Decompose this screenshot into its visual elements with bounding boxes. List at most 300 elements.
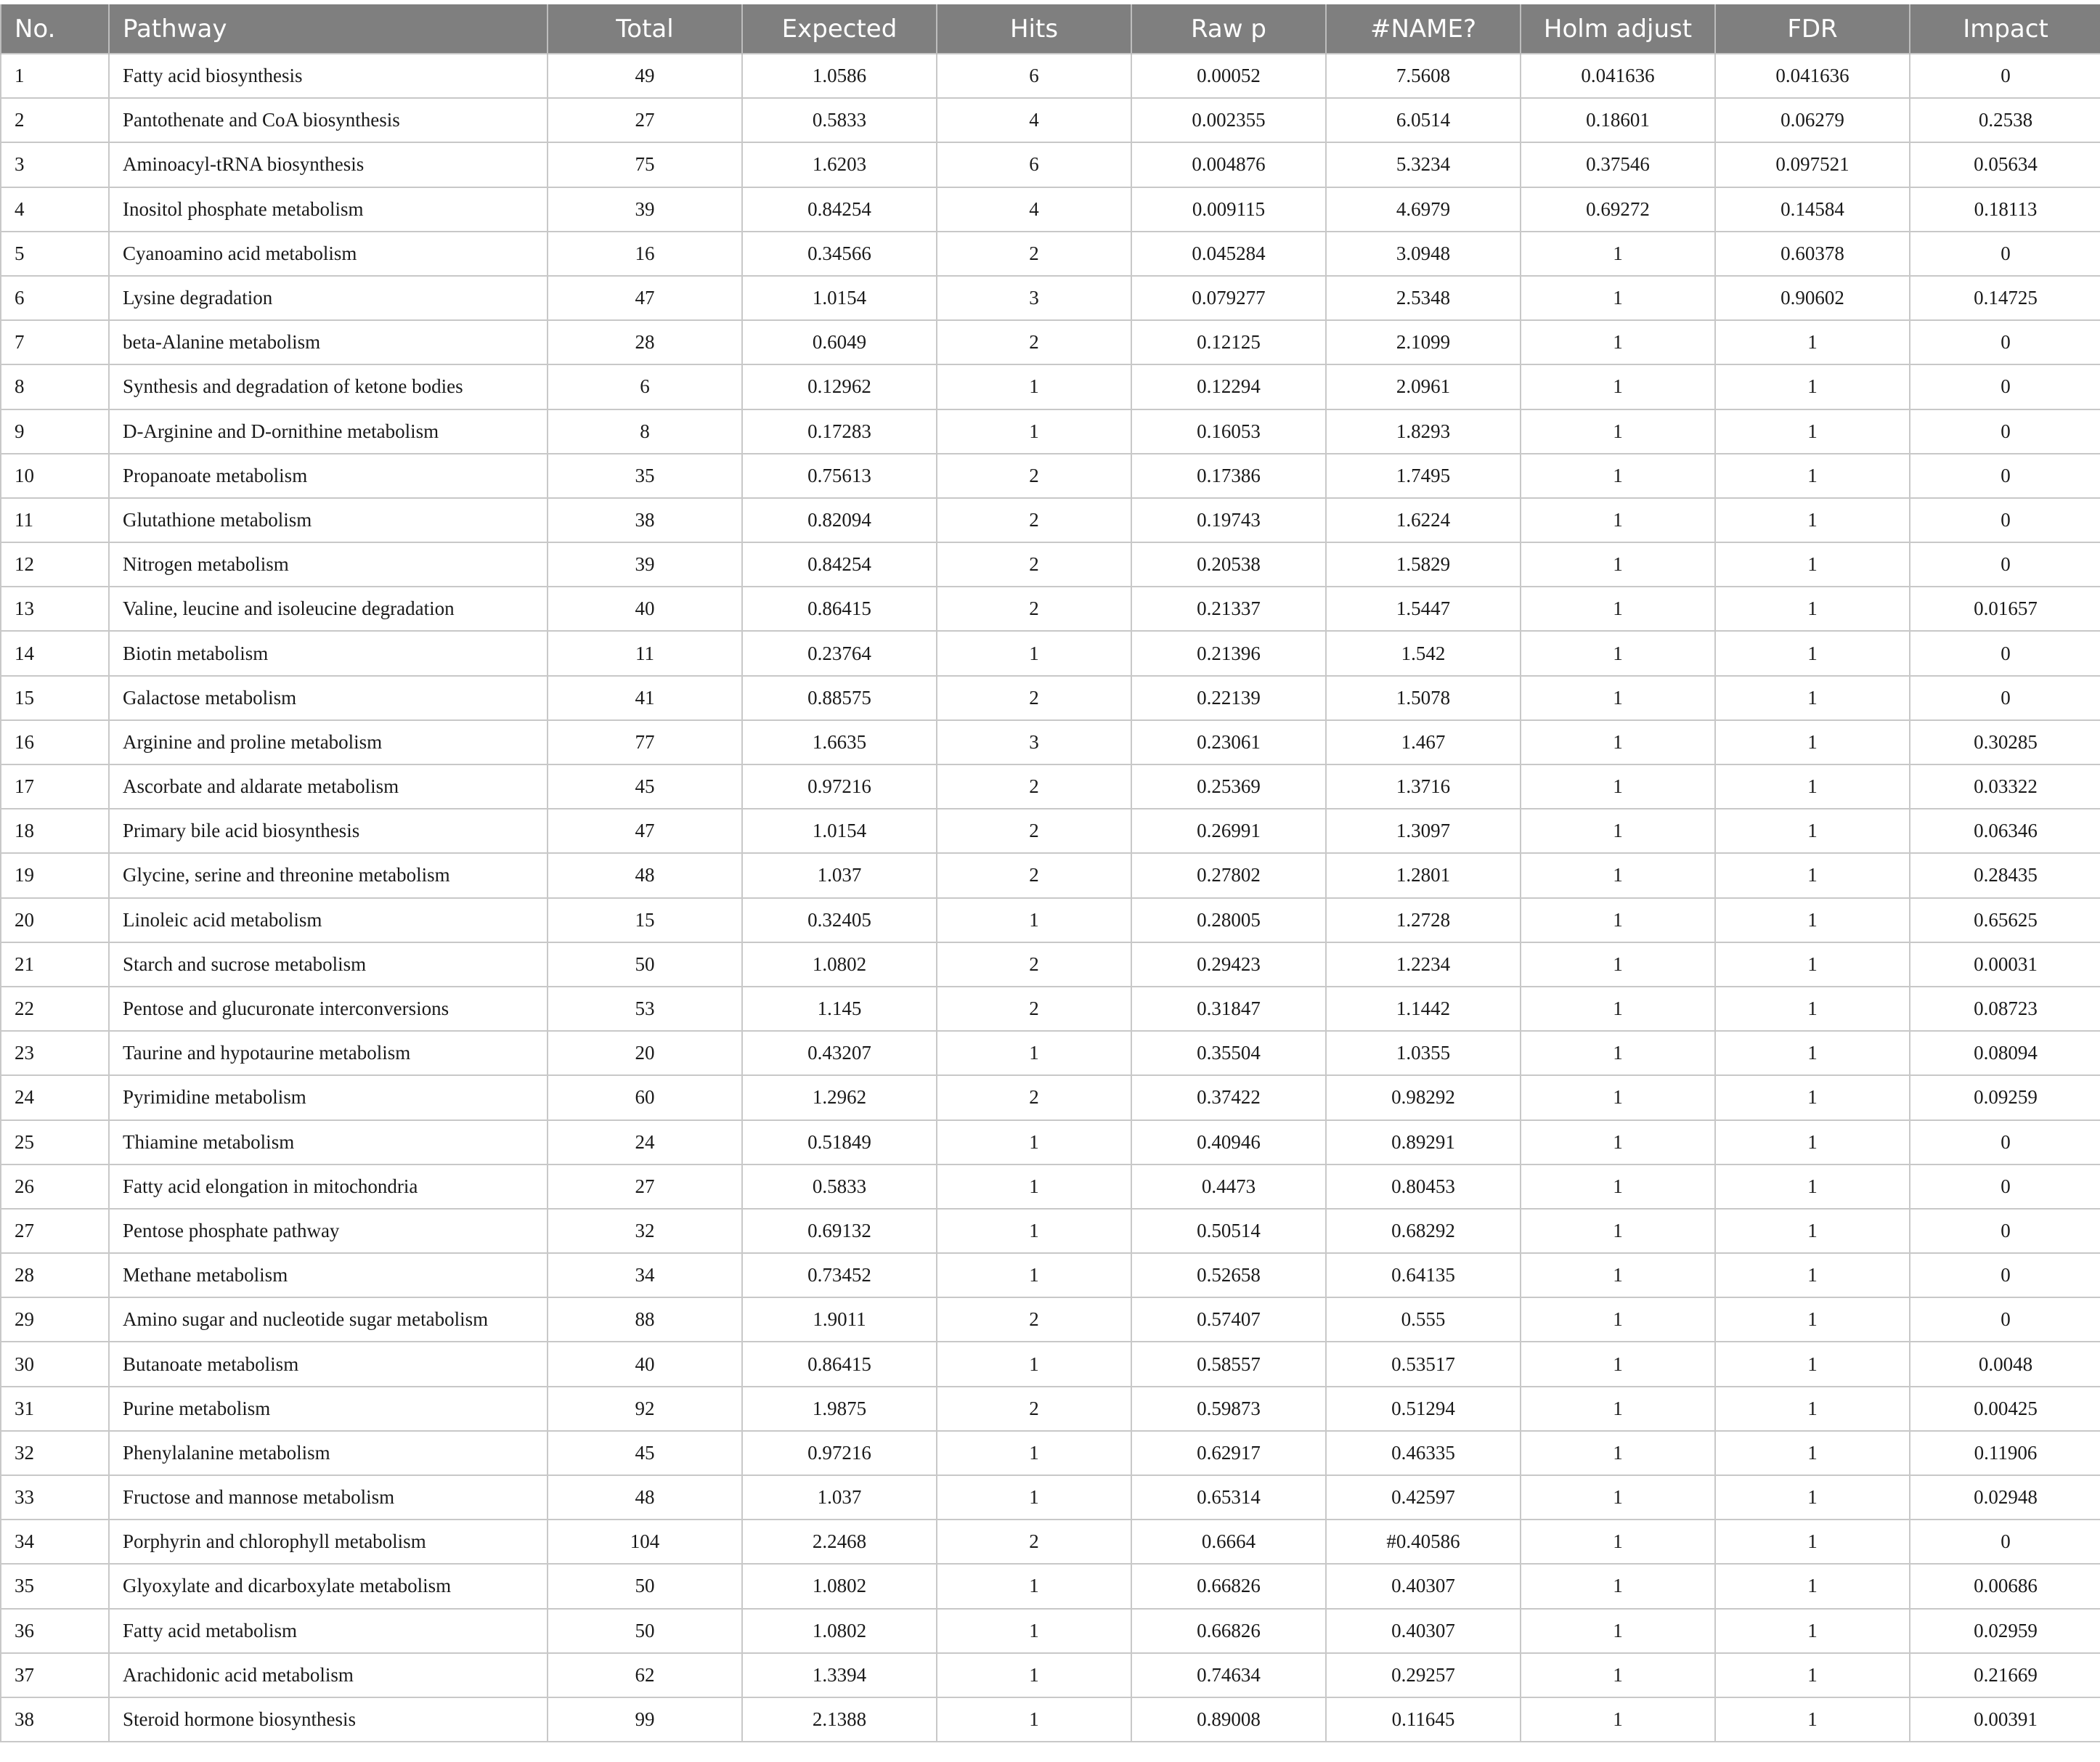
- cell-hits: 1: [937, 409, 1131, 454]
- cell-hits: 2: [937, 542, 1131, 587]
- cell-raw-p: 0.66826: [1131, 1609, 1326, 1653]
- cell-hits: 2: [937, 809, 1131, 853]
- cell-impact: 0: [1910, 631, 2100, 675]
- cell-total: 39: [548, 542, 742, 587]
- cell-no: 18: [1, 809, 109, 853]
- cell-impact: 0: [1910, 542, 2100, 587]
- cell-raw-p: 0.19743: [1131, 498, 1326, 542]
- cell-impact: 0: [1910, 1297, 2100, 1342]
- cell-total: 62: [548, 1653, 742, 1697]
- cell-raw-p: 0.16053: [1131, 409, 1326, 454]
- cell-expected: 0.69132: [742, 1209, 937, 1253]
- cell-hits: 3: [937, 276, 1131, 320]
- cell-impact: 0.09259: [1910, 1075, 2100, 1119]
- cell-hits: 2: [937, 1297, 1131, 1342]
- cell-fdr: 1: [1715, 364, 1910, 409]
- cell-neglog-p: 0.64135: [1326, 1253, 1521, 1297]
- cell-raw-p: 0.6664: [1131, 1520, 1326, 1564]
- cell-fdr: 1: [1715, 1120, 1910, 1165]
- table-row: [1, 232, 2100, 276]
- cell-hits: 1: [937, 1431, 1131, 1475]
- cell-neglog-p: 1.2234: [1326, 942, 1521, 987]
- cell-hits: 2: [937, 764, 1131, 809]
- cell-total: 40: [548, 1342, 742, 1386]
- cell-pathway: Galactose metabolism: [109, 676, 548, 720]
- cell-impact: 0.0048: [1910, 1342, 2100, 1386]
- cell-pathway: Arachidonic acid metabolism: [109, 1653, 548, 1697]
- cell-impact: 0.11906: [1910, 1431, 2100, 1475]
- table-row: [1, 898, 2100, 942]
- cell-raw-p: 0.26991: [1131, 809, 1326, 853]
- cell-holm-adjust: 1: [1521, 1431, 1715, 1475]
- cell-impact: 0: [1910, 498, 2100, 542]
- cell-fdr: 1: [1715, 720, 1910, 764]
- cell-fdr: 1: [1715, 898, 1910, 942]
- cell-raw-p: 0.21337: [1131, 587, 1326, 631]
- cell-pathway: Fructose and mannose metabolism: [109, 1475, 548, 1520]
- cell-impact: 0.65625: [1910, 898, 2100, 942]
- cell-pathway: Pentose and glucuronate interconversions: [109, 987, 548, 1031]
- cell-hits: 1: [937, 1564, 1131, 1608]
- cell-raw-p: 0.57407: [1131, 1297, 1326, 1342]
- cell-hits: 2: [937, 1075, 1131, 1119]
- cell-pathway: Amino sugar and nucleotide sugar metabolism: [109, 1297, 548, 1342]
- cell-pathway: Fatty acid biosynthesis: [109, 54, 548, 98]
- cell-raw-p: 0.079277: [1131, 276, 1326, 320]
- cell-fdr: 1: [1715, 320, 1910, 364]
- table-row: [1, 1520, 2100, 1564]
- cell-no: 21: [1, 942, 109, 987]
- cell-hits: 3: [937, 720, 1131, 764]
- cell-impact: 0.18113: [1910, 187, 2100, 232]
- cell-no: 28: [1, 1253, 109, 1297]
- cell-no: 35: [1, 1564, 109, 1608]
- cell-no: 27: [1, 1209, 109, 1253]
- cell-raw-p: 0.009115: [1131, 187, 1326, 232]
- header-no: No.: [1, 4, 109, 54]
- cell-pathway: Ascorbate and aldarate metabolism: [109, 764, 548, 809]
- cell-pathway: Glycine, serine and threonine metabolism: [109, 853, 548, 897]
- cell-total: 8: [548, 409, 742, 454]
- cell-no: 26: [1, 1165, 109, 1209]
- cell-hits: 2: [937, 987, 1131, 1031]
- cell-raw-p: 0.29423: [1131, 942, 1326, 987]
- cell-raw-p: 0.40946: [1131, 1120, 1326, 1165]
- cell-hits: 2: [937, 498, 1131, 542]
- cell-expected: 1.9875: [742, 1387, 937, 1431]
- cell-hits: 2: [937, 676, 1131, 720]
- cell-total: 50: [548, 942, 742, 987]
- cell-fdr: 1: [1715, 809, 1910, 853]
- cell-holm-adjust: 1: [1521, 232, 1715, 276]
- cell-impact: 0: [1910, 364, 2100, 409]
- cell-holm-adjust: 1: [1521, 764, 1715, 809]
- cell-neglog-p: 1.8293: [1326, 409, 1521, 454]
- cell-raw-p: 0.21396: [1131, 631, 1326, 675]
- cell-no: 14: [1, 631, 109, 675]
- cell-expected: 1.0154: [742, 809, 937, 853]
- cell-no: 11: [1, 498, 109, 542]
- table-row: [1, 631, 2100, 675]
- table-row: [1, 498, 2100, 542]
- cell-no: 20: [1, 898, 109, 942]
- cell-expected: 0.82094: [742, 498, 937, 542]
- cell-hits: 6: [937, 142, 1131, 187]
- cell-no: 4: [1, 187, 109, 232]
- cell-neglog-p: 1.5829: [1326, 542, 1521, 587]
- cell-fdr: 0.06279: [1715, 98, 1910, 142]
- cell-fdr: 1: [1715, 1387, 1910, 1431]
- cell-expected: 1.9011: [742, 1297, 937, 1342]
- cell-hits: 1: [937, 1697, 1131, 1742]
- cell-fdr: 0.097521: [1715, 142, 1910, 187]
- cell-hits: 2: [937, 320, 1131, 364]
- cell-neglog-p: 1.0355: [1326, 1031, 1521, 1075]
- table-row: [1, 364, 2100, 409]
- cell-holm-adjust: 1: [1521, 1297, 1715, 1342]
- cell-total: 28: [548, 320, 742, 364]
- pathway-table-container: [0, 4, 2100, 1742]
- cell-neglog-p: 0.68292: [1326, 1209, 1521, 1253]
- cell-impact: 0: [1910, 409, 2100, 454]
- cell-holm-adjust: 1: [1521, 1120, 1715, 1165]
- cell-fdr: 1: [1715, 987, 1910, 1031]
- table-row: [1, 1297, 2100, 1342]
- cell-holm-adjust: 1: [1521, 1209, 1715, 1253]
- cell-holm-adjust: 1: [1521, 498, 1715, 542]
- header-raw-p: Raw p: [1131, 4, 1326, 54]
- cell-neglog-p: 0.29257: [1326, 1653, 1521, 1697]
- cell-impact: 0.01657: [1910, 587, 2100, 631]
- cell-impact: 0: [1910, 54, 2100, 98]
- cell-pathway: Thiamine metabolism: [109, 1120, 548, 1165]
- table-row: [1, 98, 2100, 142]
- cell-neglog-p: #0.40586: [1326, 1520, 1521, 1564]
- cell-raw-p: 0.045284: [1131, 232, 1326, 276]
- cell-impact: 0.03322: [1910, 764, 2100, 809]
- cell-pathway: D-Arginine and D-ornithine metabolism: [109, 409, 548, 454]
- cell-no: 10: [1, 454, 109, 498]
- cell-fdr: 1: [1715, 542, 1910, 587]
- cell-total: 53: [548, 987, 742, 1031]
- cell-pathway: Valine, leucine and isoleucine degradation: [109, 587, 548, 631]
- cell-pathway: Phenylalanine metabolism: [109, 1431, 548, 1475]
- cell-fdr: 1: [1715, 409, 1910, 454]
- cell-holm-adjust: 1: [1521, 409, 1715, 454]
- cell-no: 16: [1, 720, 109, 764]
- cell-fdr: 1: [1715, 1297, 1910, 1342]
- cell-expected: 0.73452: [742, 1253, 937, 1297]
- cell-no: 29: [1, 1297, 109, 1342]
- table-row: [1, 1609, 2100, 1653]
- cell-total: 11: [548, 631, 742, 675]
- table-body: [1, 54, 2100, 1742]
- cell-total: 39: [548, 187, 742, 232]
- table-row: [1, 942, 2100, 987]
- cell-no: 17: [1, 764, 109, 809]
- header-name-error: #NAME?: [1326, 4, 1521, 54]
- cell-raw-p: 0.28005: [1131, 898, 1326, 942]
- cell-holm-adjust: 1: [1521, 542, 1715, 587]
- cell-holm-adjust: 1: [1521, 1387, 1715, 1431]
- cell-holm-adjust: 1: [1521, 987, 1715, 1031]
- cell-raw-p: 0.25369: [1131, 764, 1326, 809]
- table-row: [1, 987, 2100, 1031]
- cell-fdr: 0.041636: [1715, 54, 1910, 98]
- cell-impact: 0: [1910, 232, 2100, 276]
- table-row: [1, 1697, 2100, 1742]
- cell-holm-adjust: 1: [1521, 364, 1715, 409]
- cell-no: 2: [1, 98, 109, 142]
- cell-raw-p: 0.22139: [1131, 676, 1326, 720]
- cell-holm-adjust: 0.37546: [1521, 142, 1715, 187]
- table-row: [1, 1120, 2100, 1165]
- cell-expected: 1.6203: [742, 142, 937, 187]
- cell-fdr: 1: [1715, 587, 1910, 631]
- cell-fdr: 1: [1715, 1609, 1910, 1653]
- cell-total: 50: [548, 1609, 742, 1653]
- cell-holm-adjust: 0.18601: [1521, 98, 1715, 142]
- cell-holm-adjust: 1: [1521, 1520, 1715, 1564]
- cell-expected: 0.34566: [742, 232, 937, 276]
- cell-raw-p: 0.59873: [1131, 1387, 1326, 1431]
- cell-pathway: Propanoate metabolism: [109, 454, 548, 498]
- cell-expected: 0.5833: [742, 1165, 937, 1209]
- cell-hits: 1: [937, 1653, 1131, 1697]
- cell-expected: 0.6049: [742, 320, 937, 364]
- cell-pathway: Pentose phosphate pathway: [109, 1209, 548, 1253]
- cell-impact: 0.30285: [1910, 720, 2100, 764]
- cell-impact: 0.02948: [1910, 1475, 2100, 1520]
- cell-neglog-p: 1.467: [1326, 720, 1521, 764]
- cell-neglog-p: 1.3716: [1326, 764, 1521, 809]
- cell-impact: 0: [1910, 1209, 2100, 1253]
- cell-impact: 0: [1910, 1253, 2100, 1297]
- cell-neglog-p: 1.7495: [1326, 454, 1521, 498]
- cell-hits: 2: [937, 942, 1131, 987]
- cell-neglog-p: 0.555: [1326, 1297, 1521, 1342]
- cell-expected: 1.0802: [742, 1564, 937, 1608]
- cell-neglog-p: 0.11645: [1326, 1697, 1521, 1742]
- cell-no: 34: [1, 1520, 109, 1564]
- table-row: [1, 1209, 2100, 1253]
- cell-total: 92: [548, 1387, 742, 1431]
- cell-holm-adjust: 1: [1521, 898, 1715, 942]
- table-row: [1, 142, 2100, 187]
- cell-neglog-p: 0.53517: [1326, 1342, 1521, 1386]
- cell-raw-p: 0.12125: [1131, 320, 1326, 364]
- cell-expected: 2.1388: [742, 1697, 937, 1742]
- cell-fdr: 0.90602: [1715, 276, 1910, 320]
- cell-neglog-p: 0.80453: [1326, 1165, 1521, 1209]
- cell-impact: 0.08723: [1910, 987, 2100, 1031]
- pathway-analysis-table: [0, 4, 2100, 1742]
- cell-total: 45: [548, 1431, 742, 1475]
- cell-impact: 0.28435: [1910, 853, 2100, 897]
- cell-no: 1: [1, 54, 109, 98]
- cell-expected: 1.037: [742, 1475, 937, 1520]
- table-row: [1, 764, 2100, 809]
- cell-pathway: Starch and sucrose metabolism: [109, 942, 548, 987]
- cell-pathway: Fatty acid elongation in mitochondria: [109, 1165, 548, 1209]
- cell-expected: 0.88575: [742, 676, 937, 720]
- cell-pathway: Inositol phosphate metabolism: [109, 187, 548, 232]
- cell-expected: 1.2962: [742, 1075, 937, 1119]
- cell-expected: 0.5833: [742, 98, 937, 142]
- cell-raw-p: 0.27802: [1131, 853, 1326, 897]
- cell-expected: 1.145: [742, 987, 937, 1031]
- cell-raw-p: 0.12294: [1131, 364, 1326, 409]
- header-holm-adjust: Holm adjust: [1521, 4, 1715, 54]
- cell-hits: 2: [937, 853, 1131, 897]
- cell-impact: 0.06346: [1910, 809, 2100, 853]
- cell-neglog-p: 1.5078: [1326, 676, 1521, 720]
- cell-no: 24: [1, 1075, 109, 1119]
- table-row: [1, 720, 2100, 764]
- cell-pathway: Glutathione metabolism: [109, 498, 548, 542]
- table-row: [1, 1475, 2100, 1520]
- cell-impact: 0.05634: [1910, 142, 2100, 187]
- cell-holm-adjust: 1: [1521, 1031, 1715, 1075]
- cell-holm-adjust: 1: [1521, 1697, 1715, 1742]
- cell-fdr: 1: [1715, 1653, 1910, 1697]
- cell-pathway: Porphyrin and chlorophyll metabolism: [109, 1520, 548, 1564]
- cell-neglog-p: 0.42597: [1326, 1475, 1521, 1520]
- cell-expected: 0.23764: [742, 631, 937, 675]
- cell-pathway: Glyoxylate and dicarboxylate metabolism: [109, 1564, 548, 1608]
- cell-hits: 2: [937, 1387, 1131, 1431]
- cell-total: 15: [548, 898, 742, 942]
- cell-expected: 1.3394: [742, 1653, 937, 1697]
- table-row: [1, 1431, 2100, 1475]
- cell-raw-p: 0.35504: [1131, 1031, 1326, 1075]
- cell-neglog-p: 0.98292: [1326, 1075, 1521, 1119]
- cell-expected: 0.86415: [742, 587, 937, 631]
- cell-holm-adjust: 1: [1521, 1165, 1715, 1209]
- table-row: [1, 276, 2100, 320]
- cell-expected: 0.43207: [742, 1031, 937, 1075]
- cell-raw-p: 0.74634: [1131, 1653, 1326, 1697]
- cell-pathway: Cyanoamino acid metabolism: [109, 232, 548, 276]
- cell-no: 13: [1, 587, 109, 631]
- cell-impact: 0.2538: [1910, 98, 2100, 142]
- header-fdr: FDR: [1715, 4, 1910, 54]
- table-row: [1, 542, 2100, 587]
- cell-pathway: Taurine and hypotaurine metabolism: [109, 1031, 548, 1075]
- table-row: [1, 409, 2100, 454]
- table-row: [1, 454, 2100, 498]
- cell-raw-p: 0.002355: [1131, 98, 1326, 142]
- table-row: [1, 1564, 2100, 1608]
- cell-impact: 0.00425: [1910, 1387, 2100, 1431]
- cell-no: 15: [1, 676, 109, 720]
- cell-fdr: 1: [1715, 764, 1910, 809]
- cell-no: 36: [1, 1609, 109, 1653]
- cell-neglog-p: 1.542: [1326, 631, 1521, 675]
- cell-pathway: Steroid hormone biosynthesis: [109, 1697, 548, 1742]
- cell-raw-p: 0.20538: [1131, 542, 1326, 587]
- cell-expected: 1.037: [742, 853, 937, 897]
- cell-expected: 1.0802: [742, 942, 937, 987]
- cell-total: 24: [548, 1120, 742, 1165]
- cell-neglog-p: 6.0514: [1326, 98, 1521, 142]
- cell-holm-adjust: 1: [1521, 1564, 1715, 1608]
- table-row: [1, 1031, 2100, 1075]
- cell-fdr: 1: [1715, 853, 1910, 897]
- cell-neglog-p: 0.40307: [1326, 1564, 1521, 1608]
- cell-fdr: 1: [1715, 1564, 1910, 1608]
- cell-no: 5: [1, 232, 109, 276]
- cell-holm-adjust: 1: [1521, 1342, 1715, 1386]
- cell-impact: 0.02959: [1910, 1609, 2100, 1653]
- cell-fdr: 1: [1715, 942, 1910, 987]
- cell-expected: 2.2468: [742, 1520, 937, 1564]
- cell-fdr: 1: [1715, 1520, 1910, 1564]
- cell-raw-p: 0.37422: [1131, 1075, 1326, 1119]
- cell-hits: 1: [937, 364, 1131, 409]
- cell-hits: 2: [937, 454, 1131, 498]
- cell-fdr: 1: [1715, 676, 1910, 720]
- cell-hits: 1: [937, 1031, 1131, 1075]
- cell-impact: 0: [1910, 1165, 2100, 1209]
- table-row: [1, 1253, 2100, 1297]
- table-row: [1, 1165, 2100, 1209]
- cell-hits: 2: [937, 232, 1131, 276]
- cell-raw-p: 0.17386: [1131, 454, 1326, 498]
- cell-raw-p: 0.62917: [1131, 1431, 1326, 1475]
- cell-fdr: 1: [1715, 1209, 1910, 1253]
- cell-holm-adjust: 1: [1521, 631, 1715, 675]
- cell-expected: 1.6635: [742, 720, 937, 764]
- cell-total: 47: [548, 276, 742, 320]
- cell-impact: 0: [1910, 454, 2100, 498]
- cell-holm-adjust: 1: [1521, 809, 1715, 853]
- cell-fdr: 1: [1715, 1475, 1910, 1520]
- cell-hits: 2: [937, 587, 1131, 631]
- cell-expected: 0.75613: [742, 454, 937, 498]
- cell-expected: 0.97216: [742, 764, 937, 809]
- cell-pathway: Primary bile acid biosynthesis: [109, 809, 548, 853]
- cell-expected: 0.84254: [742, 187, 937, 232]
- cell-no: 32: [1, 1431, 109, 1475]
- cell-holm-adjust: 1: [1521, 276, 1715, 320]
- cell-raw-p: 0.50514: [1131, 1209, 1326, 1253]
- cell-holm-adjust: 0.69272: [1521, 187, 1715, 232]
- cell-raw-p: 0.31847: [1131, 987, 1326, 1031]
- cell-no: 30: [1, 1342, 109, 1386]
- table-row: [1, 809, 2100, 853]
- cell-raw-p: 0.65314: [1131, 1475, 1326, 1520]
- cell-hits: 4: [937, 187, 1131, 232]
- cell-holm-adjust: 1: [1521, 942, 1715, 987]
- cell-no: 7: [1, 320, 109, 364]
- cell-no: 25: [1, 1120, 109, 1165]
- table-row: [1, 1653, 2100, 1697]
- cell-no: 8: [1, 364, 109, 409]
- cell-impact: 0.21669: [1910, 1653, 2100, 1697]
- cell-raw-p: 0.00052: [1131, 54, 1326, 98]
- cell-fdr: 1: [1715, 1342, 1910, 1386]
- header-impact: Impact: [1910, 4, 2100, 54]
- cell-neglog-p: 0.40307: [1326, 1609, 1521, 1653]
- cell-total: 88: [548, 1297, 742, 1342]
- table-row: [1, 1387, 2100, 1431]
- cell-fdr: 1: [1715, 1431, 1910, 1475]
- cell-neglog-p: 5.3234: [1326, 142, 1521, 187]
- cell-total: 35: [548, 454, 742, 498]
- cell-pathway: Aminoacyl-tRNA biosynthesis: [109, 142, 548, 187]
- table-row: [1, 676, 2100, 720]
